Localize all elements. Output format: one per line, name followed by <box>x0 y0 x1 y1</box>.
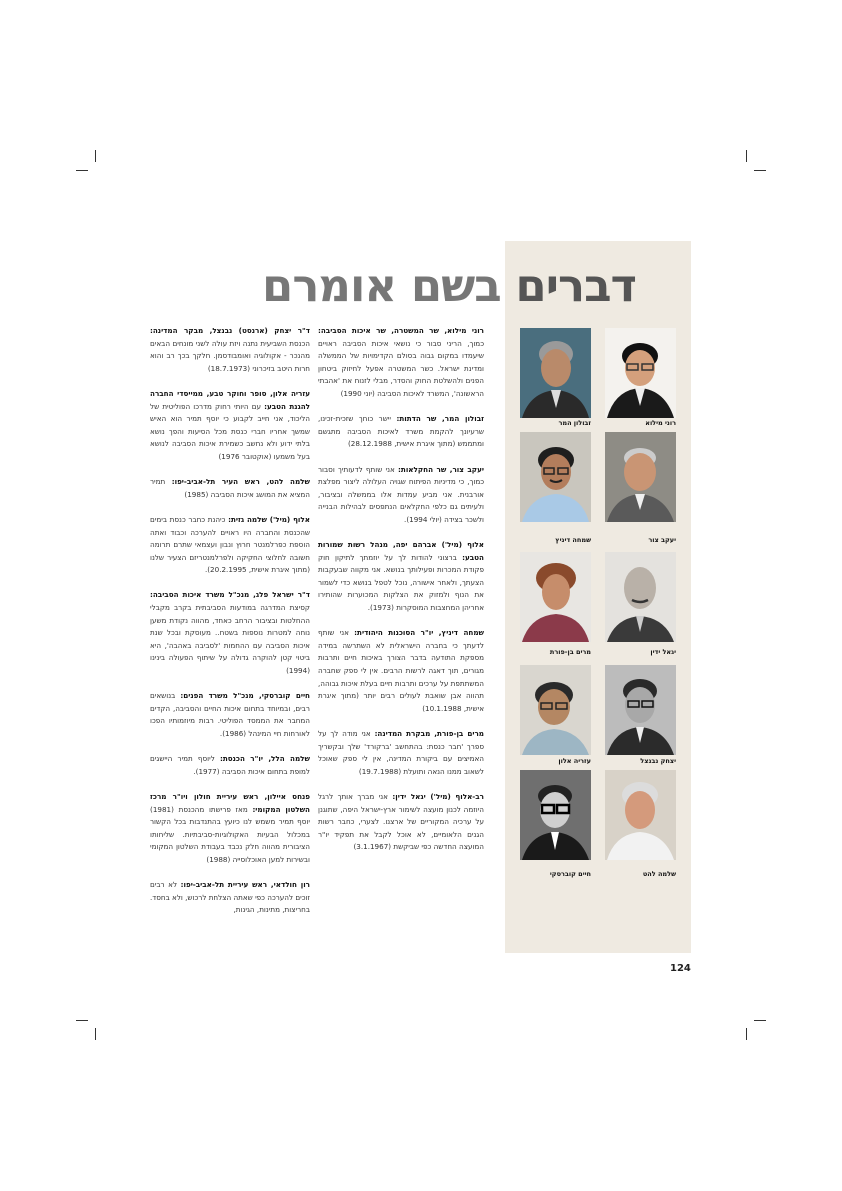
portrait-caption-9: שלמה להט <box>642 870 676 878</box>
quote-paragraph <box>150 753 310 778</box>
quote-speaker: שלמה להט, ראש העיר תל-אביב-יפו: <box>171 477 310 487</box>
portrait-caption-5: יגאל ידין <box>650 648 676 656</box>
crop-mark-br-v <box>746 1028 747 1040</box>
quote-speaker: ד"ר ישראל פלג, מנכ"ל משרד איכות הסביבה: <box>150 590 310 600</box>
quote-speaker: חיים קוברסקי, מנכ"ל משרד הפנים: <box>180 691 310 701</box>
quote-paragraph <box>318 791 484 854</box>
quotes-column-right <box>318 325 484 867</box>
quote-paragraph <box>150 879 310 917</box>
portrait-caption-3: יעקב צור <box>648 536 676 544</box>
portrait-photo-3 <box>605 432 676 522</box>
portrait-photo-6 <box>520 552 591 642</box>
quote-speaker: רב-אלוף (מיל') יגאל ידין: <box>392 791 485 801</box>
quote-speaker: שלמה הלל, יו"ר הכנסת: <box>219 754 310 764</box>
quote-paragraph <box>150 690 310 740</box>
quote-text: לא רבים זוכים להערכה כפי שאתה הצלחת לרכוש, ולא בחסד. בחריצות, מתינות, הגינות, <box>150 880 310 915</box>
crop-mark-br-h <box>754 1020 766 1021</box>
quote-speaker: רון חולדאי, ראש עיריית תל-אביב-יפו: <box>180 880 310 890</box>
quote-text: כמוך, הריני סבור כי נושאי איכות הסביבה ראויים שיעמדו במקום גבוה בסולם הקדימויות של הממשלה ומדינת ישראל. כשר המשטרה אפעל לחיזוק ביטחון הפנים ולהשלטת החוק והסדר, מבלי לזנוח את 'אהבתי הראשונה', המשרד לאיכות הסביבה (יוני 1990) <box>318 338 484 398</box>
quote-text: כיהנת כחבר כנסת בימים שהכנסת והחברה היו ראויים להערכה וכבוד ואתה הוספת כפרלמנטר חרוץ ונבון ועצמאי שתרם תרומה חשובה לחלוצי החקיקה ולפרלמנטריזם הצעיר שלנו (מתוך איגרת אישית, 20.2.1995). <box>150 514 310 575</box>
quote-text: אני מודה לך על ספרך 'חבר כנסת: בהתחשב 'ברקורד' שלך ובקשריך האמיצים עם ביקורת המדינה, אין לי ספק שאוכל לשאוב ממנו הנאה ותועלת (19.7.1988) <box>318 729 484 776</box>
quote-text: עם היותי רחוק מדרכו הפוליטית של הליכוד, אני חייב לקבוע כי יוסף תמיר הוא האיש שמשך אחריו חברי כנסת מכל הסיעות והפך נושא בלתי ידוע ולא נחשב כשמירת איכות הסביבה לנושא בעל משמעו (אוקטובר 1976) <box>150 401 310 461</box>
crop-mark-tr-h <box>754 170 766 171</box>
quote-text: הכנסת השביעית נתנה ויזת עולה לשני מונחים הבאים מהנכר - אקולוגיה ואומבודסמן. חלקך בכך רב והוא חרות היטב בזיכרוני (18.7.1973) <box>150 338 310 373</box>
portrait-photo-9 <box>605 770 676 860</box>
quote-paragraph <box>150 514 310 577</box>
portrait-caption-7: יצחק נבנצל <box>640 757 676 765</box>
quote-text: ליוסף תמיר היישגים למופת בתחום איכות הסביבה (1977). <box>150 754 310 776</box>
crop-mark-tl-v <box>95 150 96 162</box>
quote-text: אני שותף לדעתך כי בחברה הישראלית לא השתרשה במידה מספקת התודעה בדבר הצורך באיכות חיים ותרבות מגורים, תוך דאגה לרשות הרבים. אין לי ספק שחברה המשתתפת על ערכים ותרבות חיים בעלת איכות גבוהה, תהווה אבן שואבת לעולים רבים יותר (מתוך איגרת אישית, 10.1.1988) <box>317 628 484 713</box>
quote-text: תמיר המציא את המושג איכות הסביבה (1985) <box>150 477 310 499</box>
title-word-1: דברים <box>515 259 636 312</box>
crop-mark-bl-h <box>76 1020 88 1021</box>
portrait-caption-2: זבולון המר <box>558 419 591 427</box>
quote-speaker: רוני מילוא, שר המשטרה, שר איכות הסביבה: <box>318 326 484 335</box>
portrait-photo-7 <box>605 665 676 755</box>
quote-text: מאז פרישתו מהכנסת (1981) יוסף תמיר משמש לנו כיועץ בהתנדבות בכל הקשור במכלול הבעיות האקולוגיות-סביבתיות. שליחותו הציבורית מהווה חלק נכבד בעבודת השלטון המקומי ובשירות למען האוכלוסייה (1988) <box>150 804 310 864</box>
portrait-photo-1 <box>605 328 676 418</box>
quotes-column-left <box>150 325 310 930</box>
portrait-photo-4 <box>520 432 591 522</box>
quote-speaker: אלוף (מיל') אברהם יפה, מנהל רשות שמורות הטבע: <box>318 540 484 562</box>
quote-paragraph <box>318 413 484 451</box>
quote-paragraph <box>150 388 310 464</box>
quote-speaker: שמחה דיניץ, יו"ר הסוכנות היהודית: <box>354 628 484 638</box>
portrait-photo-5 <box>605 552 676 642</box>
quote-paragraph <box>150 791 310 867</box>
quote-text: אני מברך אותך לרגל היוזמה לכנון מועצה לשימור ארץ-ישראל היפה, שתוגנן על ערכיה המקוריים של ארצנו. לצערי, כחבר רשות הגנים הלאומיים, לא אוכל לקבל את תפקיד יו"ר המועצה החדשה כפי שביקשת (3.1.1967) <box>318 791 484 852</box>
quote-paragraph <box>318 464 484 527</box>
quote-speaker: ד"ר יצחק (ארנסט) נבנצל, מבקר המדינה: <box>150 326 310 335</box>
title-word-2: בשם אומרם <box>261 259 501 312</box>
quote-speaker: זבולון המר, שר הדתות: <box>396 414 484 424</box>
quote-text: אני שותף לדעותיך וסבור כמוך, כי מדיניות הפיתוח שגויה העלולה ליצור מפלצת אורבנית. אני מביע עמדות אלו בממשלה ובציבור, ולעיתים גם כלפי החקלאים הנתפסים לבהילות הבנייה ולשכר בצידה (יולי 1994). <box>318 464 484 524</box>
portrait-caption-1: רוני מילוא <box>645 419 676 427</box>
portrait-caption-4: שמחה דיניץ <box>555 536 591 544</box>
quote-speaker: יעקב צור, שר החקלאות: <box>398 464 484 474</box>
quote-paragraph <box>318 539 484 615</box>
quote-paragraph <box>150 476 310 501</box>
portrait-photo-10 <box>520 770 591 860</box>
quote-paragraph <box>150 325 310 375</box>
portrait-caption-10: חיים קוברסקי <box>549 870 591 878</box>
quote-paragraph <box>318 728 484 778</box>
crop-mark-tr-v <box>746 150 747 162</box>
quote-speaker: מרים בן-פורת, מבקרת המדינה: <box>374 729 484 738</box>
quote-text: יישר כוחך שזכית-זכינו, שרעיונך להקמת משרד לאיכות הסביבה מתגשם ומתממש (מתוך איגרת אישית, 28.12.1988) <box>318 414 484 449</box>
crop-mark-bl-v <box>95 1028 96 1040</box>
quote-paragraph <box>318 627 484 715</box>
quote-text: בנושאים רבים, ובמיוחד בתחום איכות החיים והסביבה, הקדים המחבר את הממסד הפוליטי. רבות מיוזמותיו הפכו לאורחות חיי המינהל (1986). <box>150 691 310 738</box>
quote-speaker: עזריה אלון, סופר וחוקר טבע, ממייסדי החברה להגנת הטבע: <box>150 388 310 411</box>
portrait-photo-2 <box>520 328 591 418</box>
portrait-caption-8: עזריה אלון <box>558 757 591 765</box>
portrait-photo-8 <box>520 665 591 755</box>
crop-mark-tl-h <box>76 170 88 171</box>
quote-paragraph <box>150 589 310 677</box>
quote-text: קסיצת המדרגה במודעות הסביבתית בקרב מקבלי ההחלטות ובציבור הרחב כאחד, מהווה נקודת משען נוחה למטרות נוספות בשטח.. מעוסקת ובכל שנת איכות הסביבה עם ההחמות 'לסביבה באהבה', היא ביטוי קטן להוקרה גדולה על שיתוף הפעולה בינינו (1994) <box>150 603 310 676</box>
portrait-caption-6: מרים בן-פורת <box>549 648 591 656</box>
page-number: 124 <box>670 963 691 974</box>
quote-paragraph <box>318 325 484 401</box>
page-title <box>262 256 636 316</box>
quote-text: ברצוני להודות לך על יוזמתך לתיקון חוק פקודת המכרות ופעילותך בנושא. אני מקווה שבעקבות הצעתך, ולאחר אישורה, נוכל לטפל בנושא כדי לשמור את הנוף ולמזוק את הצלקות המכוערות שהותירו אחריהן המחצבות המוסקרות (1973). <box>318 552 484 613</box>
quote-speaker: פנחס איילון, ראש עיריית חולון ויו"ר מרכז השלטון המקומי: <box>150 791 310 814</box>
quote-speaker: אלוף (מיל') שלמה גזית: <box>228 514 310 524</box>
